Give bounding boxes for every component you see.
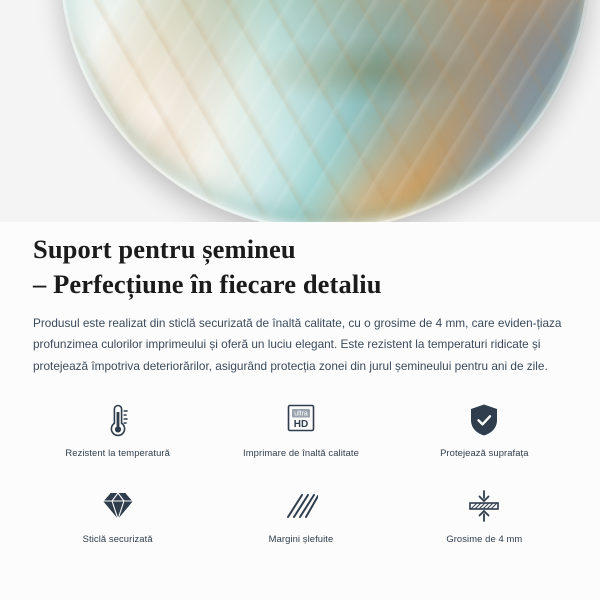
glass-disc-product (60, 0, 590, 222)
page-title-line-2: – Perfecțiune în fiecare detaliu (33, 268, 382, 299)
feature-item-thickness (393, 486, 576, 561)
product-description-text: Produsul este realizat din sticlă securizată de înaltă calitate, cu o grosime de 4 mm, care eviden-țiaza profunzimea culorilor imprimeului și oferă un luciu elegant. Este rezistent la temperaturi ridicate și protejează împotriva deteriorărilor, asigurând protecția zonei din jurul șemineului pentru ani de zile. (33, 316, 562, 373)
ultra-hd-icon (283, 400, 319, 440)
thickness-4mm-icon (466, 486, 502, 526)
svg-text:HD: HD (293, 419, 309, 430)
thermometer-icon (105, 400, 131, 440)
diamond-icon (100, 486, 136, 526)
feature-label: Sticlă securizată (82, 533, 153, 544)
feature-label: Margini șlefuite (268, 533, 334, 544)
shield-check-icon (468, 400, 500, 440)
feature-grid (26, 400, 576, 561)
feature-item-polished-edges (209, 486, 392, 561)
feature-label: Imprimare de înaltă calitate (243, 447, 359, 458)
feature-label: Grosime de 4 mm (446, 533, 523, 544)
feature-label: Rezistent la temperatură (65, 447, 170, 458)
page-title (33, 232, 573, 302)
feature-item-temperature (26, 400, 209, 475)
hero-image (0, 0, 600, 222)
page-title-line-1: Suport pentru șemineu (33, 234, 296, 264)
svg-text:ultra: ultra (294, 410, 308, 418)
polished-edges-icon (284, 486, 318, 526)
feature-item-surface-protection (393, 400, 576, 475)
feature-item-tempered-glass (26, 486, 209, 561)
feature-label: Protejează suprafața (440, 447, 529, 458)
feature-item-print-quality (209, 400, 392, 475)
